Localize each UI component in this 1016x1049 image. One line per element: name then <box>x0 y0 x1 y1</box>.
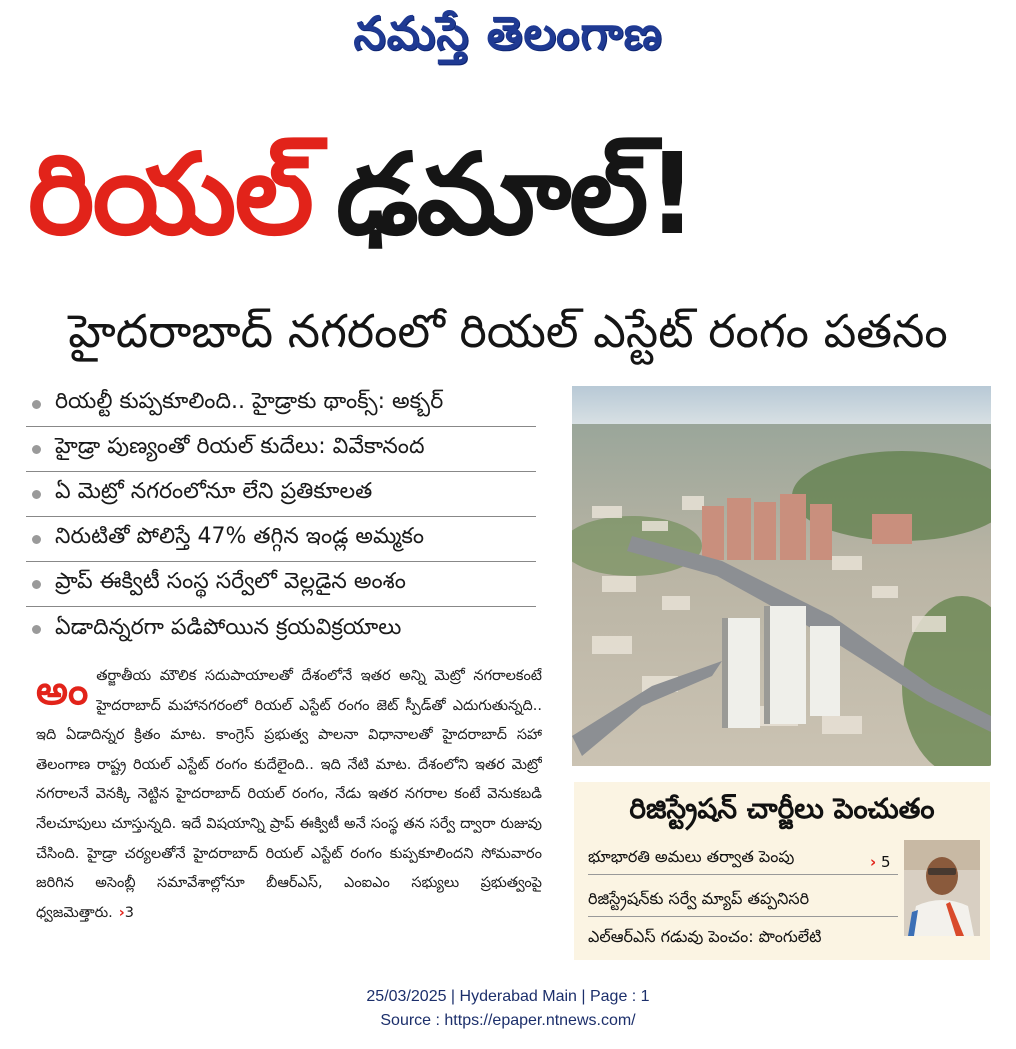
bullet-text: ప్రాప్ ఈక్విటీ సంస్థ సర్వేలో వెల్లడైన అంశం <box>55 569 406 594</box>
subheadline: హైదరాబాద్ నగరంలో రియల్ ఎస్టేట్ రంగం పతనం <box>68 304 948 358</box>
city-aerial-photo <box>572 386 991 766</box>
person-photo-icon <box>904 840 980 936</box>
bullet-item <box>26 472 536 517</box>
bullet-dot-icon <box>32 625 41 634</box>
continued-page-link[interactable]: 3 <box>124 904 135 921</box>
bullet-dot-icon <box>32 490 41 499</box>
sidebar-title: రిజిస్ట్రేషన్ చార్జీలు పెంచుతం <box>629 792 935 825</box>
footer-date-line: 25/03/2025 | Hyderabad Main | Page : 1 <box>366 988 650 1005</box>
sidebar-row: ఎల్‌ఆర్‌ఎస్ గడువు పెంచం: పొంగులేటి <box>588 927 822 946</box>
minister-portrait <box>904 840 980 936</box>
sidebar-page-ref[interactable] <box>870 853 891 871</box>
bullet-list <box>26 382 536 652</box>
bullet-item <box>26 427 536 472</box>
article-text: తర్జాతీయ మౌలిక సదుపాయాలతో దేశంలోనే ఇతర అన్ని మెట్రో నగరాలకంటే హైదరాబాద్ మహానగరంలో రియల్ ఎస్టేట్ రంగం జెట్ స్పీడ్‌తో ఎదుగుతున్నది.. ఇది ఏడాదిన్నర క్రితం మాట. కాంగ్రెస్ ప్రభుత్వ పాలనా విధానాలతో హైదరాబాద్ సహా తెలంగాణ రాష్ట్ర రియల్ ఎస్టేట్ రంగం కుదేలైంది.. ఇది నేటి మాట. దేశంలోని ఇతర మెట్రో నగరాలనే వెనక్కి నెట్టిన హైదరాబాద్ రియల్ రంగం, నేడు ఇతర నగరాల కంటే వెనుకబడి నేలచూపులు చూస్తున్నది. ఇదే విషయాన్ని ప్రాప్ ఈక్విటీ అనే సంస్థ తన సర్వే ద్వారా రుజువు చేసింది. హైడ్రా చర్యలతోనే హైదరాబాద్ రియల్ ఎస్టేట్ రంగం కుప్పకూలిందని సోమవారం జరిగిన అసెంబ్లీ సమావేశాల్లోనూ బీఆర్‌ఎస్, ఎంఐఎం సభ్యులు ప్రభుత్వంపై ధ్వజమెత్తారు. <box>36 668 542 921</box>
bullet-text: నిరుటితో పోలిస్తే 47% తగ్గిన ఇండ్ల అమ్మకం <box>55 524 425 549</box>
article-dropcap: అం <box>36 668 89 714</box>
sidebar-ref-page: 5 <box>880 853 891 871</box>
headline-red-part: రియల్ <box>28 130 312 260</box>
sidebar-row: భూభారతి అమలు తర్వాత పెంపు <box>588 840 898 875</box>
sidebar-row: రిజిస్ట్రేషన్‌కు సర్వే మ్యాప్ తప్పనిసరి <box>588 882 898 917</box>
continued-arrow-icon: › <box>118 904 125 921</box>
bullet-item <box>26 607 536 652</box>
bullet-dot-icon <box>32 445 41 454</box>
bullet-dot-icon <box>32 580 41 589</box>
bullet-item <box>26 382 536 427</box>
sidebar-box <box>574 782 990 960</box>
masthead: నమస్తే తెలంగాణ <box>353 6 663 60</box>
city-skyline-image <box>572 386 991 766</box>
bullet-dot-icon <box>32 400 41 409</box>
bullet-text: ఏ మెట్రో నగరంలోనూ లేని ప్రతికూలత <box>55 479 373 504</box>
bullet-item <box>26 517 536 562</box>
headline <box>28 120 988 270</box>
article-body <box>36 662 542 962</box>
bullet-dot-icon <box>32 535 41 544</box>
sidebar-ref-arrow-icon: › <box>870 853 877 871</box>
bullet-text: రియల్టీ కుప్పకూలింది.. హైడ్రాకు థాంక్స్: అక్బర్ <box>55 389 444 414</box>
footer-source-line: Source : https://epaper.ntnews.com/ <box>380 1012 636 1029</box>
bullet-text: ఏడాదిన్నరగా పడిపోయిన క్రయవిక్రయాలు <box>55 614 402 640</box>
headline-black-part: ఢమాల్! <box>335 130 696 260</box>
bullet-item <box>26 562 536 607</box>
bullet-text: హైడ్రా పుణ్యంతో రియల్ కుదేలు: వివేకానంద <box>55 434 425 459</box>
